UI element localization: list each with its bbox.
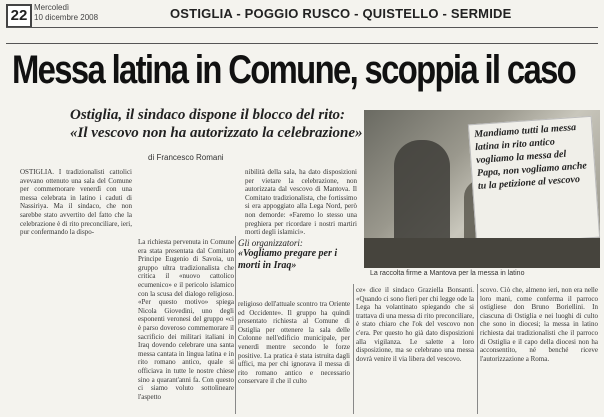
pull-quote (238, 238, 350, 272)
column-5: ce» dice il sindaco Graziella Bonsanti. «Quando ci sono fieri per chi legge ode la Lega ha volantinato spiegando che si trattava di una messa di rito preconciliare, è stato chiaro che l'ok del vescovo non c'era. Per questo ho già dato disposizioni alla vigilanza. Le salette a loro disposizione, ma se celebrano una messa dovrà venire il via libera del vescovo. (356, 286, 474, 363)
article-subhead (70, 106, 370, 142)
weekday: Mercoledì (34, 3, 70, 12)
article-headline: Messa latina in Comune, scoppia il caso (12, 48, 576, 92)
article-photo (364, 110, 600, 268)
section-title: OSTIGLIA - POGGIO RUSCO - QUISTELLO - SERMIDE (170, 6, 512, 21)
column-3: La richiesta pervenuta in Comune era stata presentata dal Comitato Principe Eugenio di Savoia, un gruppo ultra tradizionalista che critica il «nuovo cattolico ecumenico» e il pericolo islamico con la scusa del dialogo religioso. «Per questo motivo» spiega Nicola Giovedini, uno degli esponenti veronesi del gruppo «ci è parso doveroso commemorare il sacrificio dei militari italiani in Iraq dovendo celebrare una santa messa cantata in lingua latina e in rito romano antico, quale si officiava in tutte le nostre chiese sino a quarant'anni fa. Con questo ci siamo voluto sottolineare l'aspetto (138, 238, 234, 401)
quote-intro: Gli organizzatori: (238, 238, 303, 248)
header-rule-2 (6, 43, 598, 44)
column-2-part (138, 168, 248, 226)
subhead-line-2: «Il vescovo non ha autorizzato la celebrazione» (70, 125, 363, 141)
photo-caption: La raccolta firme a Mantova per la messa in latino (370, 270, 525, 277)
date: 10 dicembre 2008 (34, 13, 99, 22)
subhead-line-1: Ostiglia, il sindaco dispone il blocco del rito: (70, 107, 345, 123)
byline: di Francesco Romani (148, 153, 224, 162)
photo-sign-text: Mandiamo tutti la messa latina in rito antico vogliamo la messa del Papa, non vogliamo anche tu la petizione al vescovo (473, 122, 588, 192)
photo-table (364, 238, 600, 268)
column-4: religioso dell'attuale scontro tra Oriente ed Occidente». Il gruppo ha quindi presentato richiesta al Comune di Ostiglia per ottenere la sala delle Colonne nell'edificio municipale, per venerdì mentre secondo le forze positive. La pratica è stata istruita dagli uffici, ma per chi ignorava il messa di rito romano antico e necessario conservare il che il culto (238, 300, 350, 386)
quote-text: «Vogliamo pregare per i morti in Iraq» (238, 248, 338, 271)
column-divider (477, 284, 478, 414)
column-6: scovo. Ciò che, almeno ieri, non era nelle loro mani, come conferma il parroco ostigliese don Bruno Boriellini. In ciascuna di Ostiglia e nei luoghi di culto che sono in diocesi; la messa in latino richiesta dai tradizionalisti che il parroco di Ostiglia e il capo della diocesi non ha acconsentito, né benché riceve l'autorizzazione a Roma. (480, 286, 598, 363)
photo-person (394, 140, 450, 250)
column-divider (235, 236, 236, 414)
column-divider (353, 284, 354, 414)
column-1: OSTIGLIA. I tradizionalisti cattolici avevano ottenuto una sala del Comune per commemorare venerdì con una messa celebrata in latino i caduti di Nassiriya. Ma il sindaco, che non sarebbe stato avvertito del fatto che la celebrazione è di rito preconciliare, ieri, pur confermando la dispo- (20, 168, 132, 237)
page-number: 22 (6, 4, 32, 28)
dateline (34, 3, 98, 23)
header-rule (6, 27, 598, 28)
column-2: nibilità della sala, ha dato disposizioni per vietare la celebrazione, non autorizzata dal vescovo di Mantova. Il Comitato tradizionalista, che fortissimo si era appoggiato alla Lega Nord, però non demorde: «Faremo lo stesso una preghiera per ricordare i nostri martiri morti degli islamici». (245, 168, 357, 237)
